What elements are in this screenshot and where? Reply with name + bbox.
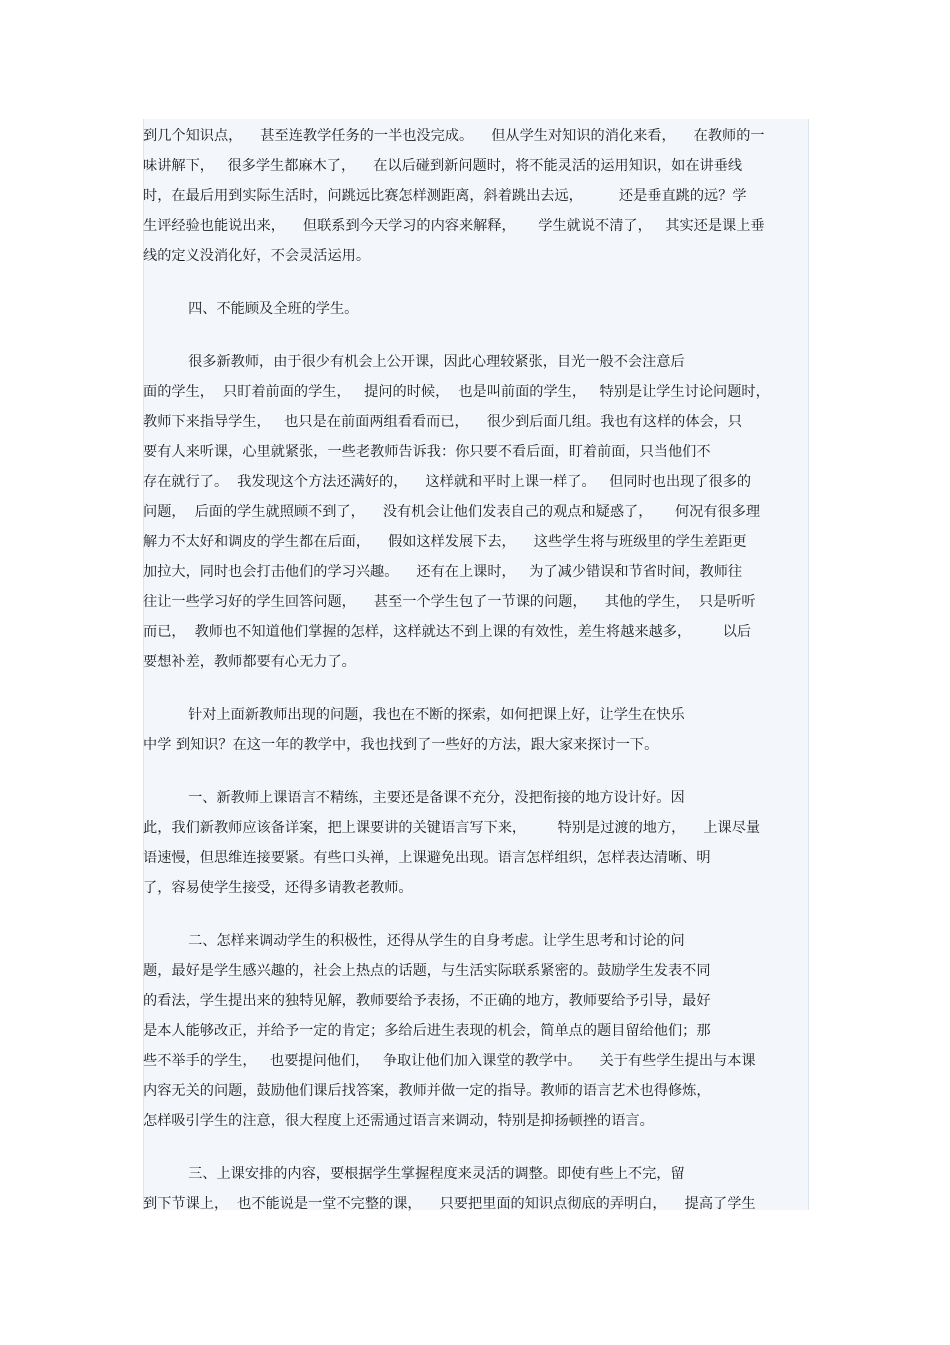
paragraph-point-one (143, 783, 805, 903)
text-line: 中学 到知识？在这一年的教学中，我也找到了一些好的方法，跟大家来探讨一下。 (143, 737, 659, 753)
text-line: 存在就行了。 我发现这个方法还满好的， 这样就和平时上课一样了。 但同时也出现了很多的 (143, 474, 752, 490)
text-line: 要有人来听课，心里就紧张，一些老教师告诉我：你只要不看后面，盯着前面，只当他们不 (143, 444, 711, 460)
text-line: 怎样吸引学生的注意，很大程度上还需通过语言来调动，特别是抑扬顿挫的语言。 (143, 1113, 654, 1129)
text-line: 四、不能顾及全班的学生。 (143, 301, 359, 317)
text-line: 教师下来指导学生， 也只是在前面两组看看而已， 很少到后面几组。我也有这样的体会，只 (143, 414, 743, 430)
section-heading-four (143, 294, 805, 324)
text-line: 此，我们新教师应该备详案，把上课要讲的关键语言写下来， 特别是过渡的地方， 上课尽量 (143, 820, 761, 836)
text-line: 到几个知识点， 甚至连教学任务的一半也没完成。 但从学生对知识的消化来看， 在教师的一 (143, 128, 765, 144)
text-line: 加拉大，同时也会打击他们的学习兴趣。 还有在上课时， 为了减少错误和节省时间，教师往 (143, 564, 743, 580)
text-line: 面的学生， 只盯着前面的学生， 提问的时候， 也是叫前面的学生， 特别是让学生讨论问题时， (143, 384, 770, 400)
text-line: 很多新教师，由于很少有机会上公开课，因此心理较紧张，目光一般不会注意后 (143, 354, 685, 370)
text-line: 二、怎样来调动学生的积极性，还得从学生的自身考虑。让学生思考和讨论的问 (143, 933, 685, 949)
text-line: 解力不太好和调皮的学生都在后面， 假如这样发展下去， 这些学生将与班级里的学生差距更 (143, 534, 747, 550)
text-line: 题，最好是学生感兴趣的，社会上热点的话题，与生活实际联系紧密的。鼓励学生发表不同 (143, 963, 711, 979)
paragraph-point-three (143, 1159, 805, 1219)
text-line: 味讲解下， 很多学生都麻木了， 在以后碰到新问题时，将不能灵活的运用知识，如在讲垂线 (143, 158, 743, 174)
text-line: 是本人能够改正，并给予一定的肯定；多给后进生表现的机会，简单点的题目留给他们；那 (143, 1023, 711, 1039)
text-line: 针对上面新教师出现的问题，我也在不断的探索，如何把课上好，让学生在快乐 (143, 707, 685, 723)
text-line: 的看法，学生提出来的独特见解，教师要给予表扬，不正确的地方，教师要给予引导，最好 (143, 993, 711, 1009)
paragraph-continuation (143, 121, 805, 271)
text-line: 内容无关的问题，鼓励他们课后找答案，教师并做一定的指导。教师的语言艺术也得修炼， (143, 1083, 711, 1099)
text-line: 线的定义没消化好，不会灵活运用。 (143, 248, 371, 264)
text-line: 问题， 后面的学生就照顾不到了， 没有机会让他们发表自己的观点和疑惑了， 何况有很多理 (143, 504, 761, 520)
text-line: 些不举手的学生， 也要提问他们， 争取让他们加入课堂的教学中。 关于有些学生提出与本课 (143, 1053, 756, 1069)
paragraph-exploration (143, 700, 805, 760)
text-line: 语速慢，但思维连接要紧。有些口头禅，上课避免出现。语言怎样组织，怎样表达清晰、明 (143, 850, 711, 866)
text-line: 生评经验也能说出来， 但联系到今天学习的内容来解释， 学生就说不清了， 其实还是课上垂 (143, 218, 765, 234)
text-line: 往让一些学习好的学生回答问题， 甚至一个学生包了一节课的问题， 其他的学生， 只是听听 (143, 594, 756, 610)
text-line: 时，在最后用到实际生活时，问跳远比赛怎样测距离，斜着跳出去远， 还是垂直跳的远？学 (143, 188, 747, 204)
paragraph-new-teachers (143, 347, 805, 677)
text-line: 而已， 教师也不知道他们掌握的怎样，这样就达不到上课的有效性，差生将越来越多， 以后 (143, 624, 752, 640)
text-line: 了，容易使学生接受，还得多请教老教师。 (143, 880, 413, 896)
text-line: 要想补差，教师都要有心无力了。 (143, 654, 356, 670)
text-line: 三、上课安排的内容，要根据学生掌握程度来灵活的调整。即使有些上不完，留 (143, 1166, 685, 1182)
paragraph-point-two (143, 926, 805, 1136)
text-line: 一、新教师上课语言不精练，主要还是备课不充分，没把衔接的地方设计好。因 (143, 790, 685, 806)
text-line: 到下节课上， 也不能说是一堂不完整的课， 只要把里面的知识点彻底的弄明白， 提高了学生 (143, 1196, 756, 1212)
document-body (143, 121, 805, 1219)
